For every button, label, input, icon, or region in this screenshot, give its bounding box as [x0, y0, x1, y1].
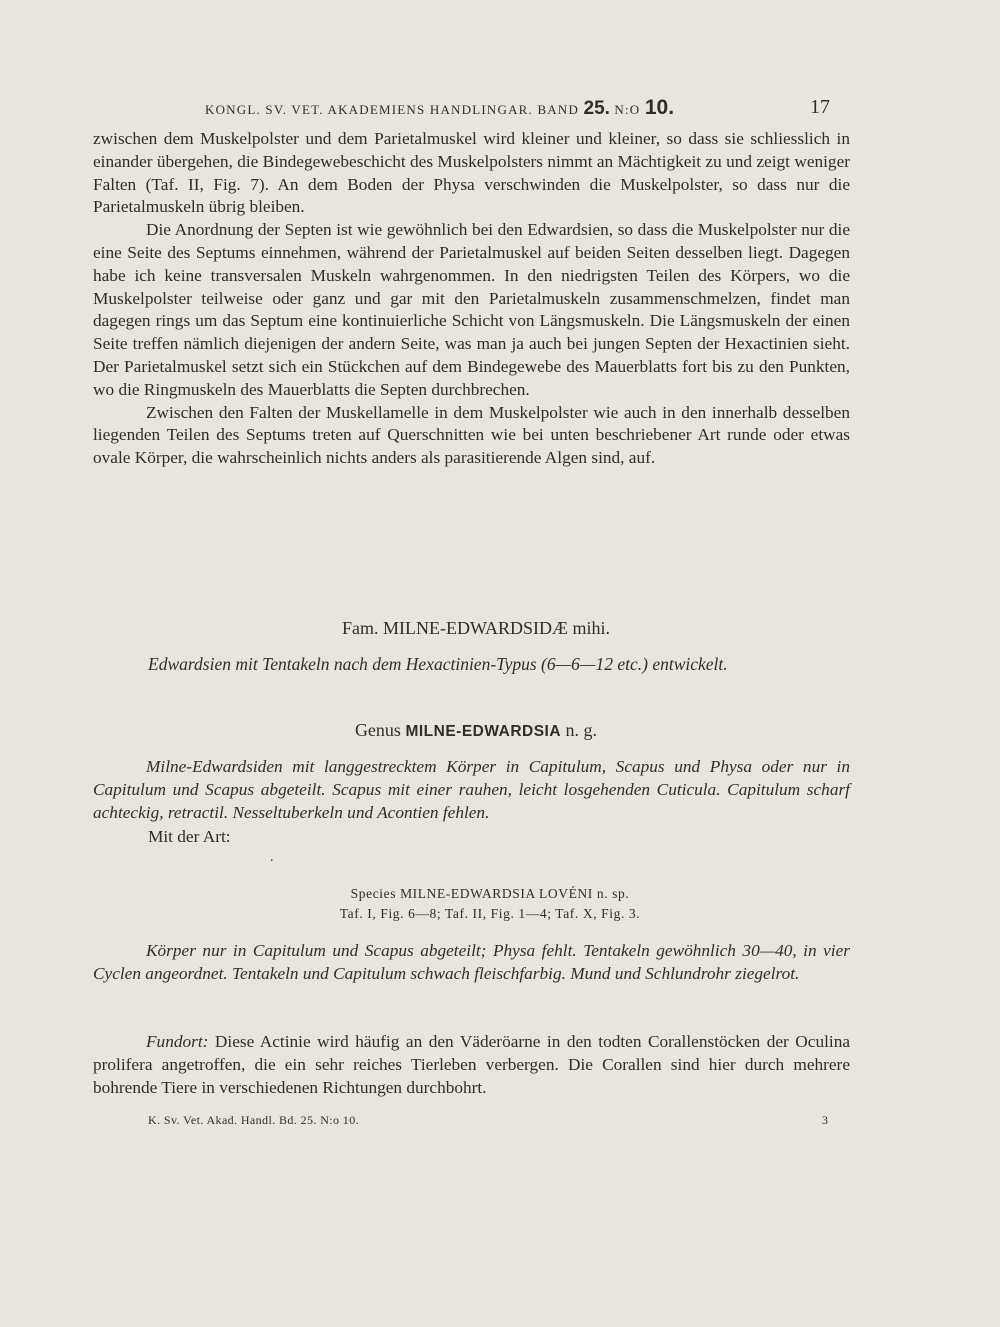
genus-name: MILNE-EDWARDSIA [405, 723, 562, 740]
paragraph-2: Die Anordnung der Septen ist wie gewöhnlich bei den Edwardsien, so dass die Muskelpolster nur die eine Seite des Septums einnehmen, während der Parietalmuskel auf beiden Seiten desselben liegt. Dagegen habe ich keine transversalen Muskeln wahrgenommen. In den niedrigsten Teilen des Körpers, wo die Muskelpolster teilweise oder ganz und gar mit den Parietalmuskeln zusammenschmelzen, findet man dagegen rings um das Septum eine kontinuierliche Schicht von Längsmuskeln. Die Längsmuskeln der einen Seite treffen nämlich diejenigen der andern Seite, was man ja auch bei jungen Septen der Hexactinien sieht. Der Parietalmuskel setzt sich ein Stückchen auf dem Bindegewebe des Mauerblatts fort bis zu den Punkten, wo die Ringmuskeln des Mauerblatts die Septen durchbrechen. [93, 220, 850, 399]
body-text [93, 128, 850, 470]
fundort-label: Fundort: [146, 1032, 209, 1051]
fundort-text-block [93, 1031, 850, 1099]
species-description [93, 940, 850, 986]
species-heading: Species MILNE-EDWARDSIA LOVÉNI n. sp. [350, 886, 630, 901]
species-figures: Taf. I, Fig. 6—8; Taf. II, Fig. 1—4; Taf. X, Fig. 3. [339, 906, 641, 921]
separator-dot: . [270, 850, 274, 865]
genus-suffix: n. g. [565, 720, 598, 740]
genus-description-text: Milne-Edwardsiden mit langgestrecktem Körper in Capitulum, Scapus und Physa oder nur in Capitulum und Scapus abgeteilt. Scapus mit einer rauhen, leicht losgehenden Cuticula. Capitulum scharf achteckig, retractil. Nesseltuberkeln und Acontien fehlen. [93, 757, 850, 822]
footer-citation: K. Sv. Vet. Akad. Handl. Bd. 25. N:o 10. [148, 1113, 359, 1127]
genus-heading [0, 720, 976, 741]
signature-mark: 3 [822, 1113, 828, 1127]
band-number: 25. [583, 98, 610, 119]
genus-description [93, 756, 850, 824]
page-number: 17 [810, 96, 830, 118]
fundort-text: Diese Actinie wird häufig an den Väderöarne in den todten Corallenstöcken der Oculina prolifera angetroffen, die ein sehr reiches Tierleben verbergen. Die Corallen sind hier durch mehrere bohrende Tiere in verschiedenen Richtungen durchbohrt. [93, 1032, 851, 1097]
issue-number: 10. [644, 96, 675, 119]
species-description-text: Körper nur in Capitulum und Scapus abgeteilt; Physa fehlt. Tentakeln gewöhnlich 30—40, in vier Cyclen angeordnet. Tentakeln und Capitulum schwach fleischfarbig. Mund und Schlundrohr ziegelrot. [93, 941, 850, 983]
genus-prefix: Genus [354, 720, 401, 740]
running-head [205, 96, 830, 120]
paragraph-1: zwischen dem Muskelpolster und dem Parietalmuskel wird kleiner und kleiner, so dass sie schliesslich in einander übergehen, die Bindegewebeschicht des Muskelpolsters nimmt an Mächtigkeit zu und zeigt weniger Falten (Taf. II, Fig. 7). An dem Boden der Physa verschwinden die Muskelpolster, so dass nur die Parietalmuskeln übrig bleiben. [93, 129, 850, 217]
family-heading: Fam. MILNE-EDWARDSIDÆ mihi. [342, 618, 610, 638]
family-description: Edwardsien mit Tentakeln nach dem Hexactinien-Typus (6—6—12 etc.) entwickelt. [148, 654, 728, 674]
mit-der-art: Mit der Art: [148, 827, 231, 846]
fundort-paragraph [93, 1031, 850, 1099]
running-head-text: KONGL. SV. VET. AKADEMIENS HANDLINGAR. BAND [205, 102, 580, 117]
paragraph-3: Zwischen den Falten der Muskellamelle in dem Muskelpolster wie auch in den innerhalb desselben liegenden Teilen des Septums treten auf Querschnitten wie bei unten beschriebener Art runde oder etwas ovale Körper, die wahrscheinlich nichts anders als parasitierende Algen sind, auf. [93, 402, 850, 468]
number-label: N:O [614, 102, 641, 117]
